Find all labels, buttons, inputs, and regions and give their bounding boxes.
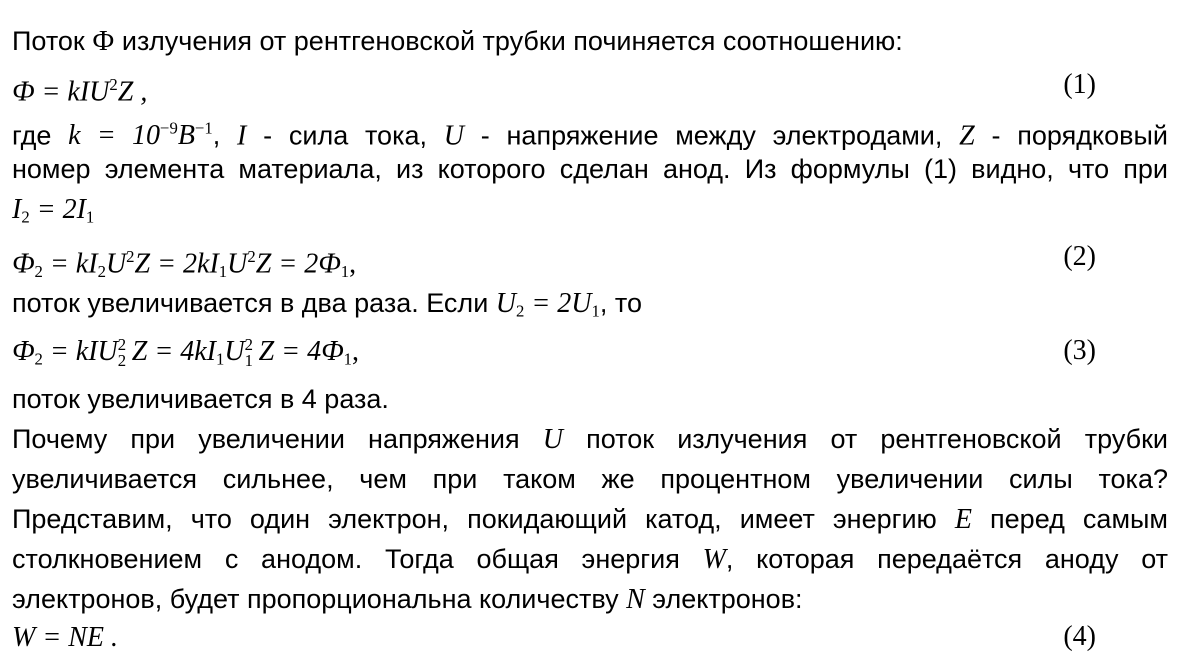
k-exponent: −9 xyxy=(160,119,178,138)
eq2-part: U xyxy=(105,248,127,280)
eq1-number: (1) xyxy=(1063,69,1096,100)
eq3-sub: 2 xyxy=(34,349,43,369)
cond-mid: = 2I xyxy=(29,194,86,225)
eq3-part: U xyxy=(224,336,245,367)
question-line-2: увеличивается сильнее, чем при таком же процентном увеличении силы тока? xyxy=(12,464,1168,494)
Z-symbol: Z xyxy=(959,120,975,152)
cond-lhs: I xyxy=(12,194,22,225)
q5-n: N xyxy=(626,584,645,615)
eq1-lhs: Ф = kIU xyxy=(12,76,110,108)
eq3-sub: 2 xyxy=(117,351,127,370)
double-tail: , то xyxy=(599,288,642,318)
double-line xyxy=(12,286,1168,329)
q5-a: электронов, будет пропорциональна количеству xyxy=(12,584,619,614)
eq2-comma: , xyxy=(349,248,357,280)
eq2-sup: 2 xyxy=(126,247,135,266)
eq1-exponent: 2 xyxy=(109,75,118,94)
equation-2 xyxy=(12,240,1168,289)
q1-a: Почему при увеличении напряжения xyxy=(12,424,520,454)
eq2-part: Z = 2kI xyxy=(134,248,219,280)
k-unit: В xyxy=(177,120,195,152)
q1-u: U xyxy=(542,424,563,455)
u-lhs: U xyxy=(495,288,517,319)
q4-b: , которая передаётся аноду от xyxy=(725,544,1168,574)
eq2-part: U xyxy=(227,248,248,280)
u-lhs-sub: 2 xyxy=(516,301,525,321)
equation-3 xyxy=(12,334,1168,377)
eq2-part: Ф xyxy=(12,248,35,280)
Z-description: - порядковый xyxy=(991,120,1168,151)
eq3-part: Z = 4kI xyxy=(131,336,216,367)
equation-1 xyxy=(12,68,1168,109)
eq3-sup: 2 xyxy=(244,335,253,354)
q3-a: Представим, что один электрон, покидающий катод, имеет энергию xyxy=(12,504,937,534)
q4-a: столкновением с анодом. Тогда общая энергия xyxy=(12,544,680,574)
cond-rhs-sub: 1 xyxy=(85,207,95,227)
eq2-part: Z = 2Ф xyxy=(255,248,341,280)
q1-b: поток излучения от рентгеновской трубки xyxy=(586,424,1168,454)
eq3-sub: 1 xyxy=(244,351,253,370)
I-symbol: I xyxy=(237,120,247,152)
q4-w: W xyxy=(702,544,726,575)
flux-symbol: Ф xyxy=(92,26,115,57)
question-line-5 xyxy=(12,582,1168,617)
eq3-part: Ф xyxy=(12,336,35,367)
eq4-number: (4) xyxy=(1063,621,1096,652)
U-description: - напряжение между электродами, xyxy=(480,120,943,151)
intro-line xyxy=(12,24,1168,59)
eq3-part: = kIU xyxy=(42,336,118,367)
intro-rest: излучения от рентгеновской трубки починяется соотношению: xyxy=(121,26,903,56)
eq2-sub: 2 xyxy=(97,262,106,282)
eq3-sub: 1 xyxy=(216,349,225,369)
four-line: поток увеличивается в 4 раза. xyxy=(12,384,389,414)
equation-4 xyxy=(12,620,1168,655)
eq2-part: = kI xyxy=(42,248,98,280)
question-line-1 xyxy=(12,422,1168,457)
q3-b: перед самым xyxy=(990,504,1168,534)
eq2-sub: 1 xyxy=(218,262,228,282)
k-definition: k = 10 xyxy=(68,120,161,152)
eq3-sub: 1 xyxy=(343,349,352,369)
cond-lhs-sub: 2 xyxy=(21,207,30,227)
eq3-sup: 2 xyxy=(117,335,127,354)
q5-b: электронов: xyxy=(652,584,803,614)
I-description: - сила тока, xyxy=(263,120,427,151)
eq1-rhs: Z , xyxy=(117,76,148,108)
U-symbol: U xyxy=(443,120,464,152)
eq2-sub: 2 xyxy=(34,262,43,282)
question-line-3 xyxy=(12,502,1168,537)
intro-text: Поток xyxy=(12,26,85,56)
eq3-part: Z = 4Ф xyxy=(258,336,344,367)
double-text: поток увеличивается в два раза. Если xyxy=(12,288,489,318)
anode-line: номер элемента материала, из которого сделан анод. Из формулы (1) видно, что при xyxy=(12,154,1168,184)
comma: , xyxy=(212,120,221,151)
eq2-sub: 1 xyxy=(340,262,350,282)
eq3-comma: , xyxy=(351,336,359,367)
where-word: где xyxy=(12,120,52,151)
u-mid: = 2U xyxy=(524,288,592,319)
condition-current xyxy=(12,192,1168,235)
unit-exponent: −1 xyxy=(194,119,213,138)
eq3-number: (3) xyxy=(1063,335,1096,366)
eq3-script-stack xyxy=(117,335,132,370)
question-line-4 xyxy=(12,542,1168,577)
eq4-formula: W = NE . xyxy=(12,622,118,653)
where-line xyxy=(12,112,1168,153)
eq2-sup: 2 xyxy=(247,247,256,266)
u-rhs-sub: 1 xyxy=(591,301,600,321)
q3-e: E xyxy=(954,504,972,535)
eq2-number: (2) xyxy=(1063,241,1096,272)
eq3-script-stack xyxy=(244,335,259,370)
